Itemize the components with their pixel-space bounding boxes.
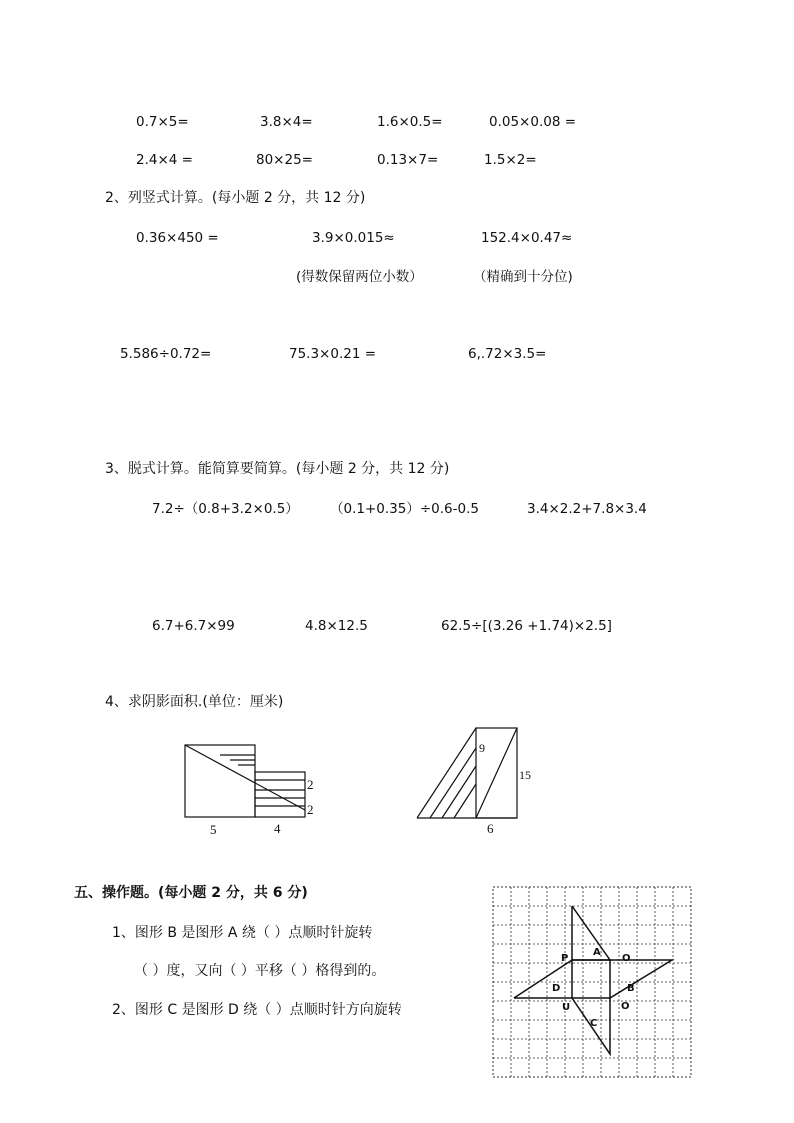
section5-title-prefix: 五、操作题。(每小题 2 分，共 — [74, 885, 273, 901]
oral-item: 1.5×2= — [484, 152, 537, 168]
q3-item: 62.5÷[(3.26 +1.74)×2.5] — [441, 618, 612, 634]
q3-item: （0.1+0.35）÷0.6-0.5 — [330, 501, 479, 517]
oral-item: 3.8×4= — [260, 114, 313, 130]
oral-item: 2.4×4 = — [136, 152, 193, 168]
fig2-label: 15 — [519, 768, 531, 782]
q2-item: 3.9×0.015≈ — [312, 230, 395, 246]
rotation-grid-figure — [490, 884, 694, 1080]
q3-title: 3、脱式计算。能简算要简算。(每小题 2 分，共 12 分) — [105, 461, 450, 477]
q2-item: 6,.72×3.5= — [468, 346, 547, 362]
oral-item: 0.13×7= — [377, 152, 439, 168]
q2-note: （精确到十分位) — [473, 269, 573, 285]
fig1-label: 5 — [210, 822, 217, 837]
section5-title-suffix: 分) — [282, 885, 308, 901]
oral-item: 0.7×5= — [136, 114, 189, 130]
section5-title-number: 6 — [272, 885, 283, 901]
grid-point-label: U — [562, 1002, 571, 1013]
q4-title: 4、求阴影面积.(单位：厘米) — [105, 694, 284, 710]
q2-item: 0.36×450 = — [136, 230, 219, 246]
grid-point-label: O — [621, 1001, 630, 1012]
fig1-label: 2 — [307, 777, 314, 792]
section5-q1-line2: （ ）度，又向（ ）平移（ ）格得到的。 — [134, 963, 386, 979]
q2-title: 2、列竖式计算。(每小题 2 分，共 12 分) — [105, 190, 366, 206]
q2-item: 152.4×0.47≈ — [481, 230, 573, 246]
section5-title — [74, 884, 308, 902]
section5-q2-line1: 2、图形 C 是图形 D 绕（ ）点顺时针方向旋转 — [112, 1002, 402, 1018]
fig2-label: 6 — [487, 821, 494, 836]
shaded-area-figure-1 — [180, 740, 320, 840]
section5-q1-line1: 1、图形 B 是图形 A 绕（ ）点顺时针旋转 — [112, 925, 373, 941]
grid-shape-label: C — [590, 1018, 598, 1029]
grid-point-label: P — [561, 953, 569, 964]
oral-item: 0.05×0.08 = — [489, 114, 577, 130]
q3-item: 6.7+6.7×99 — [152, 618, 235, 634]
fig1-label: 4 — [274, 821, 281, 836]
grid-shape-label: B — [627, 983, 635, 994]
oral-item: 80×25= — [256, 152, 313, 168]
grid-shape-label: A — [593, 947, 601, 958]
q2-item: 5.586÷0.72= — [120, 346, 212, 362]
q2-note: (得数保留两位小数） — [296, 269, 423, 285]
oral-item: 1.6×0.5= — [377, 114, 443, 130]
grid-shape-label: D — [552, 983, 561, 994]
fig1-label: 2 — [307, 802, 314, 817]
q2-item: 75.3×0.21 = — [289, 346, 377, 362]
q3-item: 4.8×12.5 — [305, 618, 368, 634]
grid-point-label: O — [622, 953, 631, 964]
q3-item: 7.2÷（0.8+3.2×0.5） — [152, 501, 299, 517]
q3-item: 3.4×2.2+7.8×3.4 — [527, 501, 647, 517]
fig2-label: 9 — [479, 741, 485, 755]
shaded-area-figure-2 — [412, 724, 527, 822]
